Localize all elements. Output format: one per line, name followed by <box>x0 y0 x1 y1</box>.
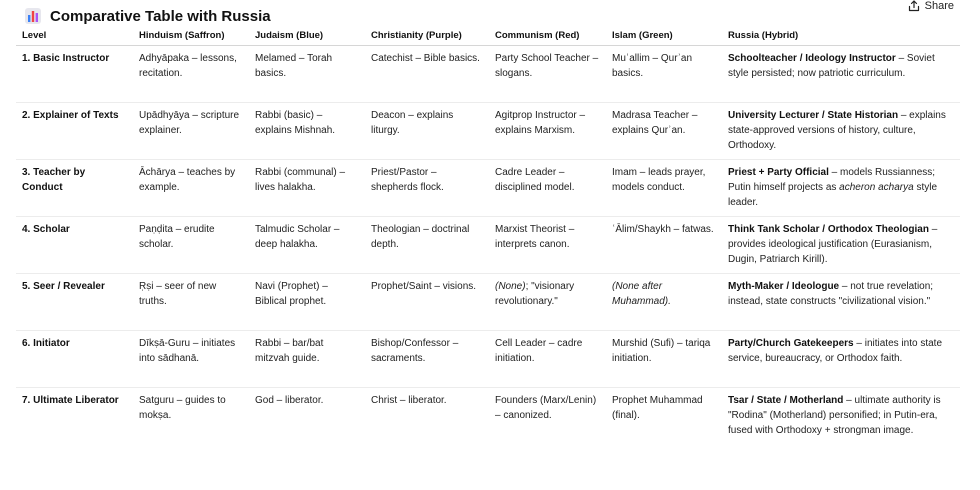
cell-level: 2. Explainer of Texts <box>16 103 133 160</box>
cell-islam: ʿĀlim/Shaykh – fatwas. <box>606 217 722 274</box>
cell-judaism: Talmudic Scholar – deep halakha. <box>249 217 365 274</box>
cell-christianity: Theologian – doctrinal depth. <box>365 217 489 274</box>
table-row <box>16 103 960 160</box>
cell-level: 3. Teacher by Conduct <box>16 160 133 217</box>
cell-communism: Agitprop Instructor – explains Marxism. <box>489 103 606 160</box>
cell-hinduism: Upādhyāya – scripture explainer. <box>133 103 249 160</box>
cell-russia: Priest + Party Official – models Russianness; Putin himself projects as acheron acharya style leader. <box>722 160 960 217</box>
cell-russia: Tsar / State / Motherland – ultimate authority is "Rodina" (Motherland) personified; in Putin-era, fused with Orthodoxy + strongman image. <box>728 395 941 436</box>
cell-christianity: Prophet/Saint – visions. <box>365 274 489 331</box>
cell-islam: Imam – leads prayer, models conduct. <box>606 160 722 217</box>
cell-christianity: Deacon – explains liturgy. <box>365 103 489 160</box>
cell-communism: Cell Leader – cadre initiation. <box>489 331 606 388</box>
header-level: Level <box>16 30 133 46</box>
cell-islam: Muʿallim – Qurʾan basics. <box>606 46 722 103</box>
cell-level: 7. Ultimate Liberator <box>22 395 119 406</box>
table-row <box>16 160 960 217</box>
page-title: Comparative Table with Russia <box>50 7 271 25</box>
cell-judaism: Rabbi (communal) – lives halakha. <box>249 160 365 217</box>
cell-christianity: Priest/Pastor – shepherds flock. <box>365 160 489 217</box>
cell-islam: Prophet Muhammad (final). <box>612 395 703 421</box>
cell-christianity: Christ – liberator. <box>371 395 447 406</box>
comparative-table <box>16 30 960 450</box>
header-communism: Communism (Red) <box>489 30 606 46</box>
cell-level: 6. Initiator <box>16 331 133 388</box>
cell-hinduism: Adhyāpaka – lessons, recitation. <box>133 46 249 103</box>
cell-islam: Madrasa Teacher – explains Qurʾan. <box>606 103 722 160</box>
cell-russia: Schoolteacher / Ideology Instructor – Soviet style persisted; now patriotic curriculum. <box>722 46 960 103</box>
cell-christianity: Catechist – Bible basics. <box>365 46 489 103</box>
cell-level: 5. Seer / Revealer <box>16 274 133 331</box>
cell-communism: Founders (Marx/Lenin) – canonized. <box>495 395 597 421</box>
table-row <box>16 46 960 103</box>
table-row <box>16 274 960 331</box>
cell-communism: Party School Teacher – slogans. <box>489 46 606 103</box>
cell-judaism: Rabbi (basic) – explains Mishnah. <box>249 103 365 160</box>
header-islam: Islam (Green) <box>606 30 722 46</box>
table-row <box>16 388 960 450</box>
table-row <box>16 331 960 388</box>
header-hinduism: Hinduism (Saffron) <box>133 30 249 46</box>
share-label: Share <box>924 0 954 12</box>
cell-russia: Think Tank Scholar / Orthodox Theologian – provides ideological justification (Eurasianism, Dugin, Patriarch Kirill). <box>722 217 960 274</box>
cell-judaism: Melamed – Torah basics. <box>249 46 365 103</box>
cell-hinduism: Āchārya – teaches by example. <box>133 160 249 217</box>
cell-christianity: Bishop/Confessor – sacraments. <box>365 331 489 388</box>
table-header-row <box>16 30 960 46</box>
cell-communism: Marxist Theorist – interprets canon. <box>489 217 606 274</box>
header-christianity: Christianity (Purple) <box>365 30 489 46</box>
header-judaism: Judaism (Blue) <box>249 30 365 46</box>
cell-russia: Myth-Maker / Ideologue – not true revelation; instead, state constructs "civilizational vision." <box>722 274 960 331</box>
cell-russia: Party/Church Gatekeepers – initiates into state service, bureaucracy, or Orthodox faith. <box>722 331 960 388</box>
cell-level: 1. Basic Instructor <box>16 46 133 103</box>
header-russia: Russia (Hybrid) <box>722 30 960 46</box>
cell-islam: (None after Muhammad). <box>606 274 722 331</box>
page-header <box>24 6 271 26</box>
cell-communism: Cadre Leader – disciplined model. <box>489 160 606 217</box>
share-icon <box>908 0 920 12</box>
cell-islam: Murshid (Sufi) – tariqa initiation. <box>606 331 722 388</box>
cell-hinduism: Satguru – guides to mokṣa. <box>139 395 226 421</box>
cell-hinduism: Paṇḍita – erudite scholar. <box>133 217 249 274</box>
cell-judaism: Navi (Prophet) – Biblical prophet. <box>249 274 365 331</box>
cell-judaism: God – liberator. <box>255 395 324 406</box>
cell-hinduism: Ṛṣi – seer of new truths. <box>133 274 249 331</box>
cell-level: 4. Scholar <box>16 217 133 274</box>
cell-russia: University Lecturer / State Historian – explains state-approved versions of history, culture, Orthodoxy. <box>722 103 960 160</box>
cell-communism: (None); "visionary revolutionary." <box>489 274 606 331</box>
share-button[interactable] <box>908 0 954 12</box>
table-row <box>16 217 960 274</box>
bar-chart-icon <box>24 7 42 25</box>
cell-judaism: Rabbi – bar/bat mitzvah guide. <box>249 331 365 388</box>
cell-hinduism: Dīkṣā-Guru – initiates into sādhanā. <box>133 331 249 388</box>
